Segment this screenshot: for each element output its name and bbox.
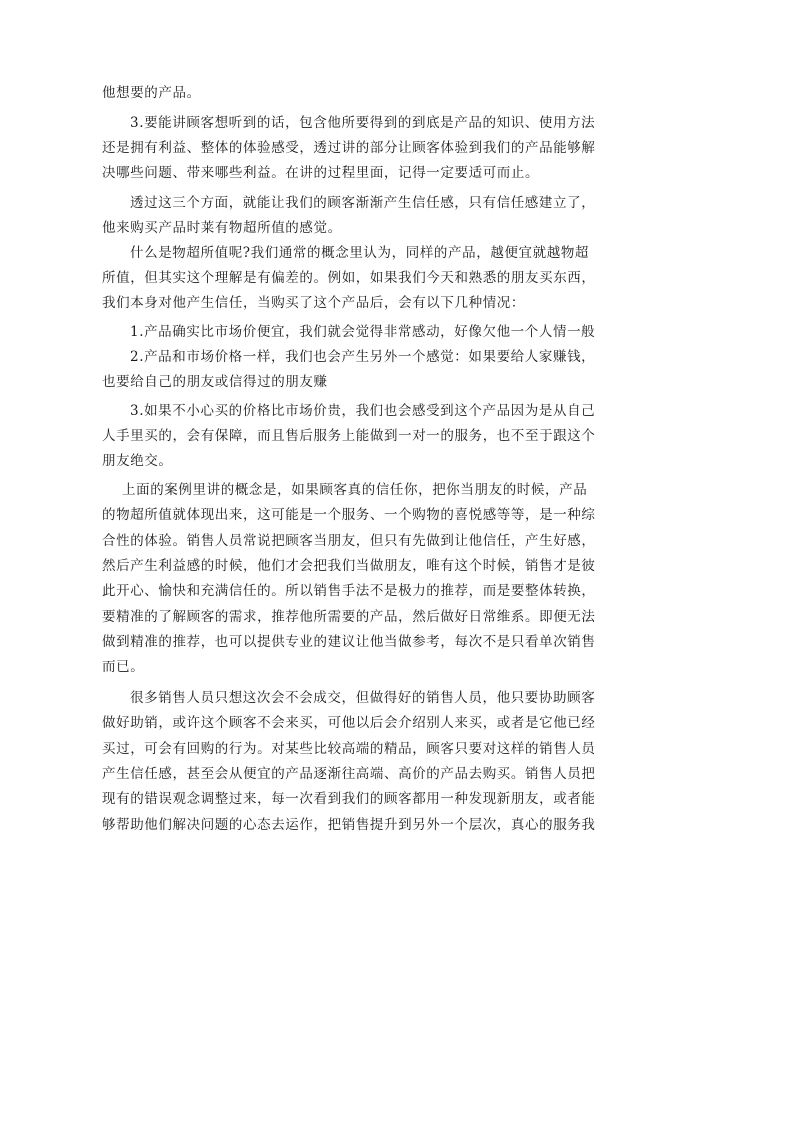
text-line: 1.产品确实比市场价便宜，我们就会觉得非常感动，好像欠他一个人情一般 xyxy=(130,324,596,340)
text-line: 合性的体验。销售人员常说把顾客当朋友，但只有先做到让他信任，产生好感， xyxy=(102,533,596,549)
text-line: 然后产生利益感的时候，他们才会把我们当做朋友，唯有这个时候，销售才是彼 xyxy=(102,558,596,574)
text-line: 做到精准的推荐，也可以提供专业的建议让他当做参考，每次不是只看单次销售 xyxy=(102,634,596,650)
text-line: 也要给自己的朋友或信得过的朋友赚 xyxy=(102,374,328,390)
text-line: 透过这三个方面，就能让我们的顾客渐渐产生信任感，只有信任感建立了， xyxy=(130,195,596,211)
text-line: 要精准的了解顾客的需求，推荐他所需要的产品，然后做好日常维系。即便无法 xyxy=(102,609,596,625)
text-line: 他想要的产品。 xyxy=(102,85,201,101)
text-line: 他来购买产品时莱有物超所值的感觉。 xyxy=(102,220,342,236)
text-line: 朋友绝交。 xyxy=(102,453,173,469)
text-line: 此开心、愉快和充满信任的。所以销售手法不是极力的推荐，而是要整体转换， xyxy=(102,583,596,599)
text-line: 现有的错误观念调整过来，每一次看到我们的顾客都用一种发现新朋友，或者能 xyxy=(102,791,596,807)
text-line: 所值，但其实这个理解是有偏差的。例如，如果我们今天和熟悉的朋友买东西， xyxy=(102,270,596,286)
text-line: 2.产品和市场价格一样，我们也会产生另外一个感觉：如果要给人家赚钱， xyxy=(130,349,596,365)
text-line: 我们本身对他产生信任，当购买了这个产品后，会有以下几种情况： xyxy=(102,295,525,311)
text-line: 人手里买的，会有保障，而且售后服务上能做到一对一的服务，也不至于跟这个 xyxy=(102,428,596,444)
text-line: 上面的案例里讲的概念是，如果顾客真的信任你，把你当朋友的时候，产品 xyxy=(122,482,588,498)
text-line: 而已。 xyxy=(102,659,145,675)
text-line: 什么是物超所值呢?我们通常的概念里认为，同样的产品，越便宜就越物超 xyxy=(130,245,590,261)
text-line: 做好助销，或许这个顾客不会来买，可他以后会介绍别人来买，或者是它他已经 xyxy=(102,715,596,731)
text-line: 3.如果不小心买的价格比市场价贵，我们也会感受到这个产品因为是从自己 xyxy=(130,403,596,419)
text-line: 决哪些问题、带来哪些利益。在讲的过程里面，记得一定要适可而止。 xyxy=(102,165,540,181)
text-line: 产生信任感，甚至会从便宜的产品逐渐往高端、高价的产品去购买。销售人员把 xyxy=(102,766,596,782)
text-line: 买过，可会有回购的行为。对某些比较高端的精品，顾客只要对这样的销售人员 xyxy=(102,741,596,757)
text-line: 3.要能讲顾客想听到的话，包含他所要得到的到底是产品的知识、使用方法 xyxy=(130,115,596,131)
text-line: 够帮助他们解决问题的心态去运作，把销售提升到另外一个层次，真心的服务我 xyxy=(102,817,596,833)
text-line: 还是拥有利益、整体的体验感受，透过讲的部分让顾客体验到我们的产品能够解 xyxy=(102,140,596,156)
text-line: 很多销售人员只想这次会不会成交，但做得好的销售人员，他只要协助顾客 xyxy=(130,690,596,706)
text-line: 的物超所值就体现出来，这可能是一个服务、一个购物的喜悦感等等，是一种综 xyxy=(102,507,596,523)
